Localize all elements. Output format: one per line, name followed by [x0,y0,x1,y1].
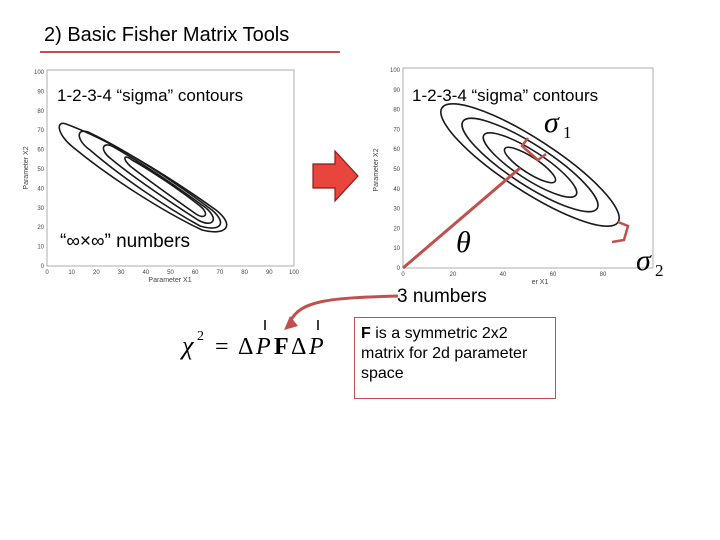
left-x-tick-label: 80 [241,270,248,276]
left-y-tick-label: 0 [40,264,44,270]
left-y-tick-label: 10 [37,244,44,251]
left-x-tick-label: 20 [93,270,100,276]
right-y-tick-label: 0 [396,266,400,272]
infinity-numbers-label: “∞×∞” numbers [60,231,191,252]
right-x-tick-label: 40 [499,272,507,278]
right-x-tick-label: 80 [599,272,607,278]
right-y-tick-label: 50 [393,167,400,173]
left-y-tick-label: 50 [37,167,44,173]
equation-chi: χ [182,331,194,360]
left-x-tick-label: 40 [142,270,150,276]
equation-p-2: P [309,334,324,360]
left-y-tick-label: 90 [37,89,44,96]
right-y-tick-label: 20 [393,226,400,233]
right-contours-label: 1-2-3-4 “sigma” contours [412,86,599,105]
right-y-tick-label: 70 [393,127,400,134]
equation-p-1: P [256,334,271,360]
left-y-ticks [34,70,45,270]
left-x-tick-label: 70 [216,270,224,276]
transform-arrow [313,151,358,201]
right-y-tick-label: 40 [393,186,400,193]
sigma2-symbol: σ [636,244,651,277]
left-y-axis-label: Parameter X2 [23,146,30,190]
right-x-tick-label: 0 [401,272,405,278]
left-y-tick-label: 100 [33,70,44,76]
left-y-tick-label: 40 [37,186,44,193]
sigma1-subscript: 1 [563,123,572,142]
sigma1-symbol: σ [544,106,559,139]
note-text: is a symmetric 2x2 matrix for 2d parameter space [361,325,528,382]
right-y-tick-label: 10 [393,246,400,253]
right-y-tick-label: 90 [393,87,400,94]
left-contours-label: 1-2-3-4 “sigma” contours [57,86,244,105]
right-y-tick-label: 60 [393,147,400,154]
sigma2-subscript: 2 [655,261,664,280]
right-x-tick-label: 60 [549,272,557,278]
three-numbers-label: 3 numbers [397,286,487,307]
right-y-tick-label: 30 [393,206,400,213]
left-x-tick-label: 10 [68,270,76,276]
left-x-ticks [45,270,299,276]
equation-delta-2: Δ [291,334,307,360]
fisher-matrix-note [354,317,556,399]
left-x-tick-label: 90 [265,270,273,276]
left-x-tick-label: 50 [167,270,174,276]
equation-equals: = [215,334,229,360]
equation-superscript: 2 [197,329,204,344]
left-y-tick-label: 80 [37,108,44,115]
left-y-tick-label: 60 [37,147,44,154]
right-y-tick-label: 100 [389,68,400,74]
left-y-tick-label: 20 [37,225,44,232]
equation-f: F [274,334,289,360]
note-connector-arrowhead [284,316,298,330]
right-y-axis-label: Parameter X2 [373,148,380,192]
left-x-tick-label: 100 [288,270,300,276]
left-x-tick-label: 30 [117,270,125,276]
right-x-ticks [401,272,607,278]
right-x-tick-label: 20 [449,272,457,278]
left-y-tick-label: 30 [37,205,44,212]
equation-delta-1: Δ [238,334,254,360]
theta-symbol: θ [456,226,471,259]
right-y-ticks [390,68,401,272]
right-y-tick-label: 80 [393,107,400,114]
chi-squared-equation [179,320,324,360]
left-y-tick-label: 70 [37,128,44,135]
left-x-axis-label: Parameter X1 [148,277,192,284]
left-x-tick-label: 60 [191,270,199,276]
slide-title: 2) Basic Fisher Matrix Tools [44,24,290,46]
note-bold-f: F [361,325,371,342]
right-x-axis-label: er X1 [531,279,549,286]
left-x-tick-label: 0 [45,270,49,276]
